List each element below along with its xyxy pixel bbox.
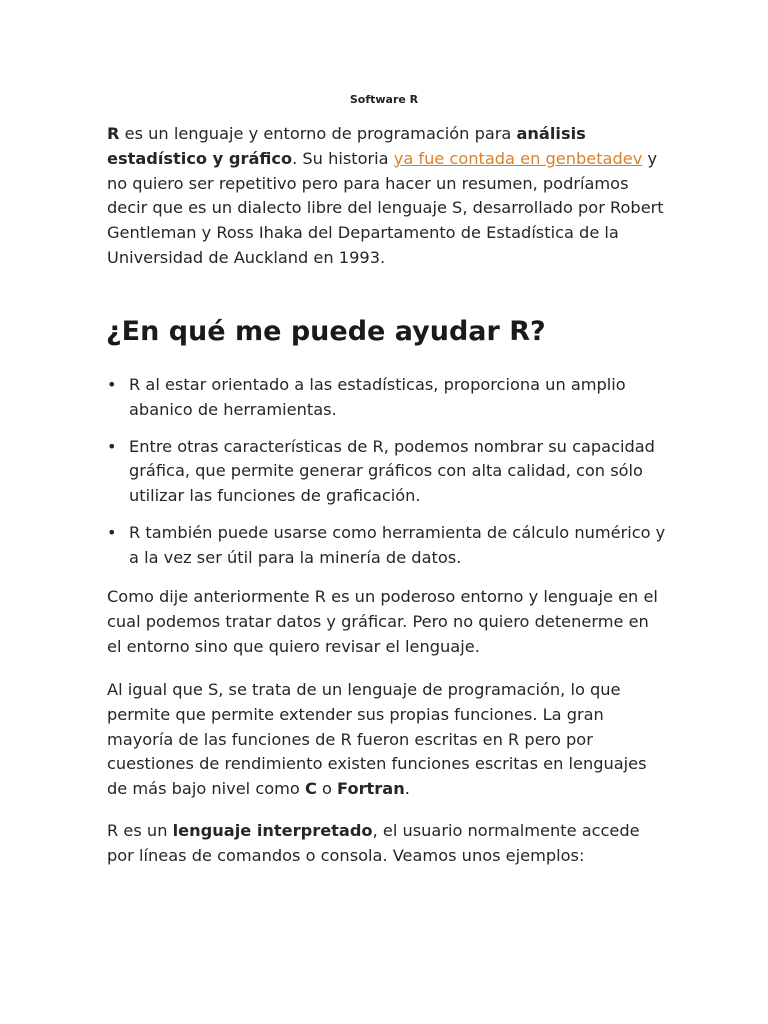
para4-text-2: , el usuario normalmente accede por líneas de comandos o consola. Veamos unos ejemplos:: [107, 821, 640, 865]
feature-list: [107, 373, 667, 583]
intro-bold-1: análisis estadístico y gráfico: [107, 124, 586, 168]
r-letter: R: [107, 124, 120, 143]
bullet-icon: •: [107, 375, 117, 394]
interpreted-language: lenguaje interpretado: [172, 821, 373, 840]
intro-text-1: es un lenguaje y entorno de programación para: [119, 124, 517, 143]
section-heading: ¿En qué me puede ayudar R?: [106, 316, 546, 347]
paragraph-language: [107, 678, 667, 802]
document-title: Software R: [349, 93, 419, 106]
para3-text-1: Al igual que S, se trata de un lenguaje de programación, lo que permite que permite extender sus propias funciones. La gran mayoría de las funciones de R fueron escritas en R pero por cuestiones de rendimiento existen funciones escritas en lenguajes de más bajo nivel como: [107, 680, 647, 799]
para3-text-2: o: [316, 779, 338, 799]
bullet-icon: •: [107, 522, 117, 542]
genbetadev-link[interactable]: ya fue contada en genbetadev: [393, 148, 643, 168]
list-item-text: Entre otras características de R, podemos nombrar su capacidad gráfica, que permite generar gráficos con alta calidad, con sólo utilizar las funciones de graficación.: [129, 436, 655, 506]
intro-paragraph: [107, 122, 667, 271]
paragraph-environment: Como dije anteriormente R es un poderoso entorno y lenguaje en el cual podemos tratar datos y gráficar. Pero no quiero detenerme en el entorno sino que quiero revisar el lenguaje.: [107, 587, 658, 656]
list-item-text: R al estar orientado a las estadísticas, proporciona un amplio abanico de herramientas.: [129, 375, 626, 419]
list-item: [107, 373, 667, 423]
c-language: C: [304, 779, 317, 799]
para3-text-3: .: [404, 779, 410, 799]
list-item: [107, 521, 667, 571]
intro-text-3: y no quiero ser repetitivo pero para hacer un resumen, podríamos decir que es un dialecto libre del lenguaje S, desarrollado por Robert Gentleman y Ross Ihaka del Departamento de Estadística de la Universidad de Auckland en 1993.: [107, 148, 664, 267]
fortran-language: Fortran: [337, 779, 405, 799]
list-item: [107, 435, 667, 509]
paragraph-interpreted: [107, 819, 667, 869]
list-item-text: R también puede usarse como herramienta de cálculo numérico y a la vez ser útil para la minería de datos.: [129, 522, 666, 567]
intro-text-2: . Su historia: [292, 148, 394, 168]
bullet-icon: •: [107, 436, 117, 456]
para4-text-1: R es un: [107, 821, 173, 840]
